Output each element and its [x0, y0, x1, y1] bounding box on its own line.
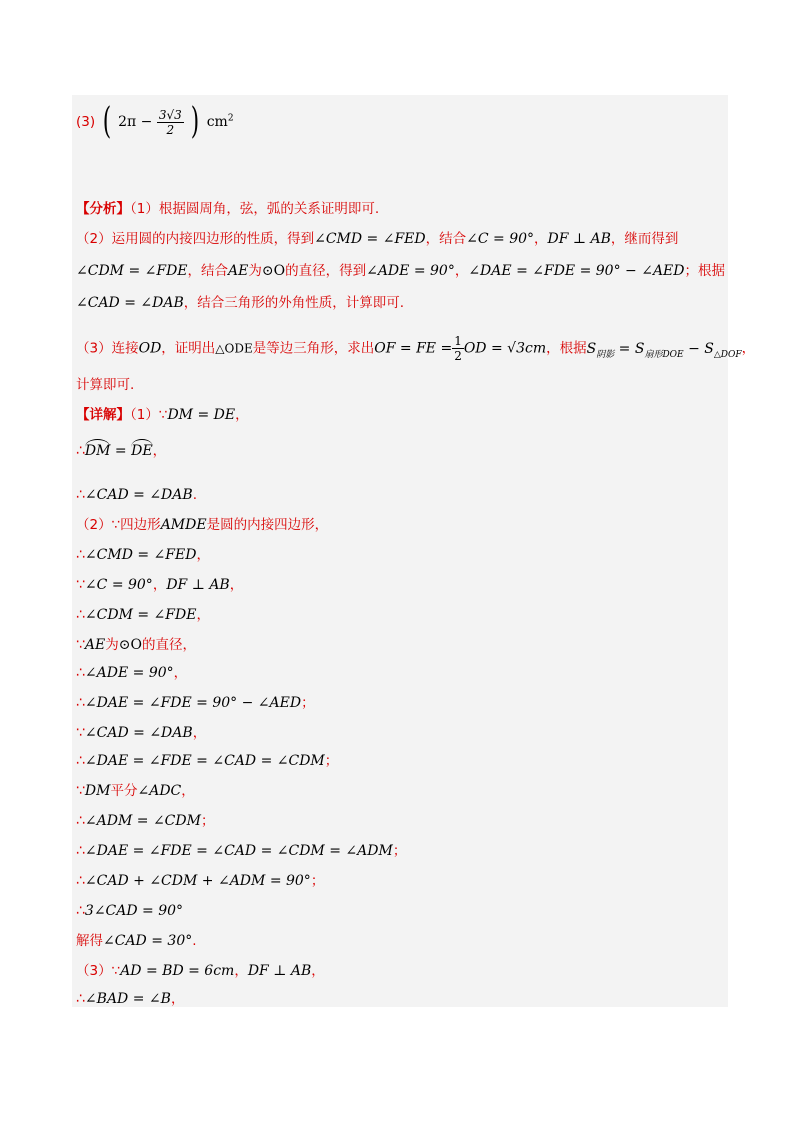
therefore-symbol: ∴: [76, 665, 85, 681]
detail-line-9: [76, 664, 187, 682]
numerator: 1: [454, 334, 462, 348]
text: ，: [196, 607, 210, 623]
therefore-symbol: ∴: [76, 991, 85, 1007]
therefore-symbol: ∴: [76, 547, 85, 563]
area-formula: [586, 340, 742, 360]
text: ，: [534, 231, 548, 247]
math: OD = √3cm: [463, 340, 547, 357]
text: 的直径，: [141, 637, 196, 653]
detail-tag: 【详解】: [76, 407, 130, 423]
detail-line-17: [76, 902, 183, 920]
symbol-minus: − S: [683, 340, 714, 357]
therefore-symbol: ∴: [76, 873, 85, 889]
text: ，: [311, 963, 325, 979]
text: ，根据: [546, 340, 587, 357]
text: 计算即可.: [76, 377, 135, 393]
math: DM: [84, 783, 111, 799]
math: ∠ADM = ∠CDM: [84, 813, 201, 829]
sub: △DOF: [713, 349, 742, 360]
text: 的直径，得到: [285, 263, 367, 279]
text: 是圆的内接四边形，: [206, 517, 329, 533]
symbol-eq: = S: [614, 340, 645, 357]
math: DF ⊥ AB: [247, 963, 312, 979]
math: ∠DAE = ∠FDE = ∠CAD = ∠CDM = ∠ADM: [84, 843, 393, 859]
fraction-numerator: 3√3: [158, 107, 182, 122]
text: ；根据: [684, 263, 725, 279]
text: 为: [248, 263, 262, 279]
text: ，结合: [187, 263, 229, 279]
therefore-symbol: ∴: [76, 843, 85, 859]
detail-line-15: [76, 842, 406, 860]
text: ；: [310, 873, 325, 889]
text: ，: [152, 443, 167, 459]
text: .: [192, 487, 197, 503]
answer-3-expr: 2π −: [118, 114, 153, 130]
detail-line-8: [76, 636, 196, 654]
analysis-p2-line3: [76, 294, 404, 312]
math: ∠ADE = 90°: [366, 263, 455, 279]
analysis-p2-line1: [76, 230, 678, 248]
analysis-tag: 【分析】: [76, 201, 130, 217]
math: OF = FE =: [374, 340, 453, 357]
math: =: [110, 443, 132, 459]
math: AE: [84, 637, 106, 653]
text: ，: [152, 577, 167, 593]
text: ；: [200, 813, 215, 829]
because-symbol: ∵: [76, 637, 85, 653]
math: OD: [138, 340, 162, 357]
math: ∠CAD = 30°: [103, 933, 193, 949]
math: ∠CDM = ∠FDE: [76, 263, 188, 279]
text: ，结合三角形的外角性质，计算即可.: [183, 295, 405, 311]
math: ∠CAD = ∠DAB: [84, 725, 193, 741]
detail-line-13: [76, 782, 195, 800]
text: ，: [173, 665, 188, 681]
detail-line-5: [76, 546, 210, 564]
math: ∠C = 90°: [466, 231, 535, 247]
text: ，: [454, 263, 469, 279]
detail-line-10: [76, 694, 315, 712]
math: ∠CMD = ∠FED: [314, 231, 426, 247]
math: ∠CAD = ∠DAB: [84, 487, 193, 503]
symbol-s: S: [586, 340, 597, 357]
analysis-p2-line2: [76, 262, 725, 280]
therefore-symbol: ∴: [76, 487, 85, 503]
detail-line-6: [76, 576, 243, 594]
math: ⊙O: [261, 263, 286, 279]
detail-line-11: [76, 724, 206, 742]
text: ，: [235, 407, 249, 423]
math: AD = BD = 6cm: [120, 963, 235, 979]
text: ，: [229, 577, 244, 593]
math: AMDE: [160, 517, 207, 533]
analysis-p1: [76, 200, 379, 218]
because-symbol: ∵: [76, 783, 85, 799]
answer-3-line: [76, 101, 234, 142]
math: ∠CDM = ∠FDE: [84, 607, 197, 623]
math: ∠BAD = ∠B: [84, 991, 171, 1007]
text: 平分: [110, 783, 138, 799]
answer-3-unit: cm: [206, 114, 228, 130]
math: ∠DAE = ∠FDE = 90° − ∠AED: [468, 263, 685, 279]
text: （2）运用圆的内接四边形的性质，得到: [76, 231, 315, 247]
detail-line-2: [76, 442, 166, 460]
arc-dm: DM: [84, 443, 111, 459]
text: ；: [392, 843, 407, 859]
analysis-p1-text: （1）根据圆周角，弦，弧的关系证明即可.: [130, 201, 380, 217]
text: 为: [105, 637, 119, 653]
text: （3）连接: [76, 340, 139, 357]
math: ∠ADC: [137, 783, 182, 799]
detail-line-7: [76, 606, 210, 624]
left-paren: (: [102, 101, 111, 142]
math: DF ⊥ AB: [547, 231, 611, 247]
detail-line-16: [76, 872, 324, 890]
math: ∠C = 90°: [84, 577, 153, 593]
right-paren: ): [191, 101, 200, 142]
analysis-p3-line2: [76, 376, 134, 394]
answer-3-unit-exp: 2: [227, 113, 234, 124]
fraction: [452, 334, 464, 363]
detail-line-20: [76, 990, 184, 1008]
text: ，继而得到: [610, 231, 679, 247]
math: ∠CMD = ∠FED: [84, 547, 197, 563]
text: ，: [181, 783, 195, 799]
text: 解得: [76, 933, 103, 949]
answer-3-label: (3): [76, 114, 96, 130]
detail-line-12: [76, 752, 338, 770]
math: ∠ADE = 90°: [84, 665, 174, 681]
denominator: 2: [454, 349, 462, 363]
therefore-symbol: ∴: [76, 903, 85, 919]
text: （2）∵四边形: [76, 517, 161, 533]
text: （1）∵: [130, 407, 168, 423]
detail-line-18: [76, 932, 197, 950]
text: ，: [234, 963, 248, 979]
text: .: [192, 933, 197, 949]
math: ∠CAD = ∠DAB: [76, 295, 184, 311]
therefore-symbol: ∴: [76, 443, 85, 459]
fraction-denominator: 2: [166, 122, 175, 137]
text: ，: [170, 991, 185, 1007]
sub: 阴影: [596, 349, 615, 360]
detail-line-4: [76, 516, 328, 534]
math: 3∠CAD = 90°: [84, 903, 184, 919]
text: 是等边三角形，求出: [252, 340, 375, 357]
text: ，: [192, 725, 207, 741]
text: ，结合: [425, 231, 467, 247]
sub: 扇形DOE: [644, 349, 684, 360]
math: DM = DE: [167, 407, 236, 423]
because-symbol: ∵: [76, 577, 85, 593]
detail-line-3: [76, 486, 197, 504]
answer-3-fraction: [157, 108, 184, 137]
math: DF ⊥ AB: [166, 577, 230, 593]
therefore-symbol: ∴: [76, 695, 85, 711]
math: ∠DAE = ∠FDE = 90° − ∠AED: [84, 695, 302, 711]
text: ；: [324, 753, 339, 769]
text: （3）∵: [76, 963, 121, 979]
therefore-symbol: ∴: [76, 607, 85, 623]
text: ，: [196, 547, 210, 563]
text: ，: [741, 340, 756, 357]
detail-line-14: [76, 812, 214, 830]
arc-de: DE: [131, 443, 153, 459]
math: ∠DAE = ∠FDE = ∠CAD = ∠CDM: [84, 753, 325, 769]
math: ∠CAD + ∠CDM + ∠ADM = 90°: [84, 873, 311, 889]
therefore-symbol: ∴: [76, 753, 85, 769]
therefore-symbol: ∴: [76, 813, 85, 829]
math: ⊙O: [118, 637, 142, 653]
because-symbol: ∵: [76, 725, 85, 741]
analysis-p3-line1: [76, 334, 755, 363]
detail-line-1: [76, 406, 249, 424]
text: ，证明出: [161, 340, 216, 357]
math: AE: [228, 263, 249, 279]
math: △ODE: [215, 341, 253, 356]
text: ；: [301, 695, 315, 711]
detail-line-19: [76, 962, 325, 980]
